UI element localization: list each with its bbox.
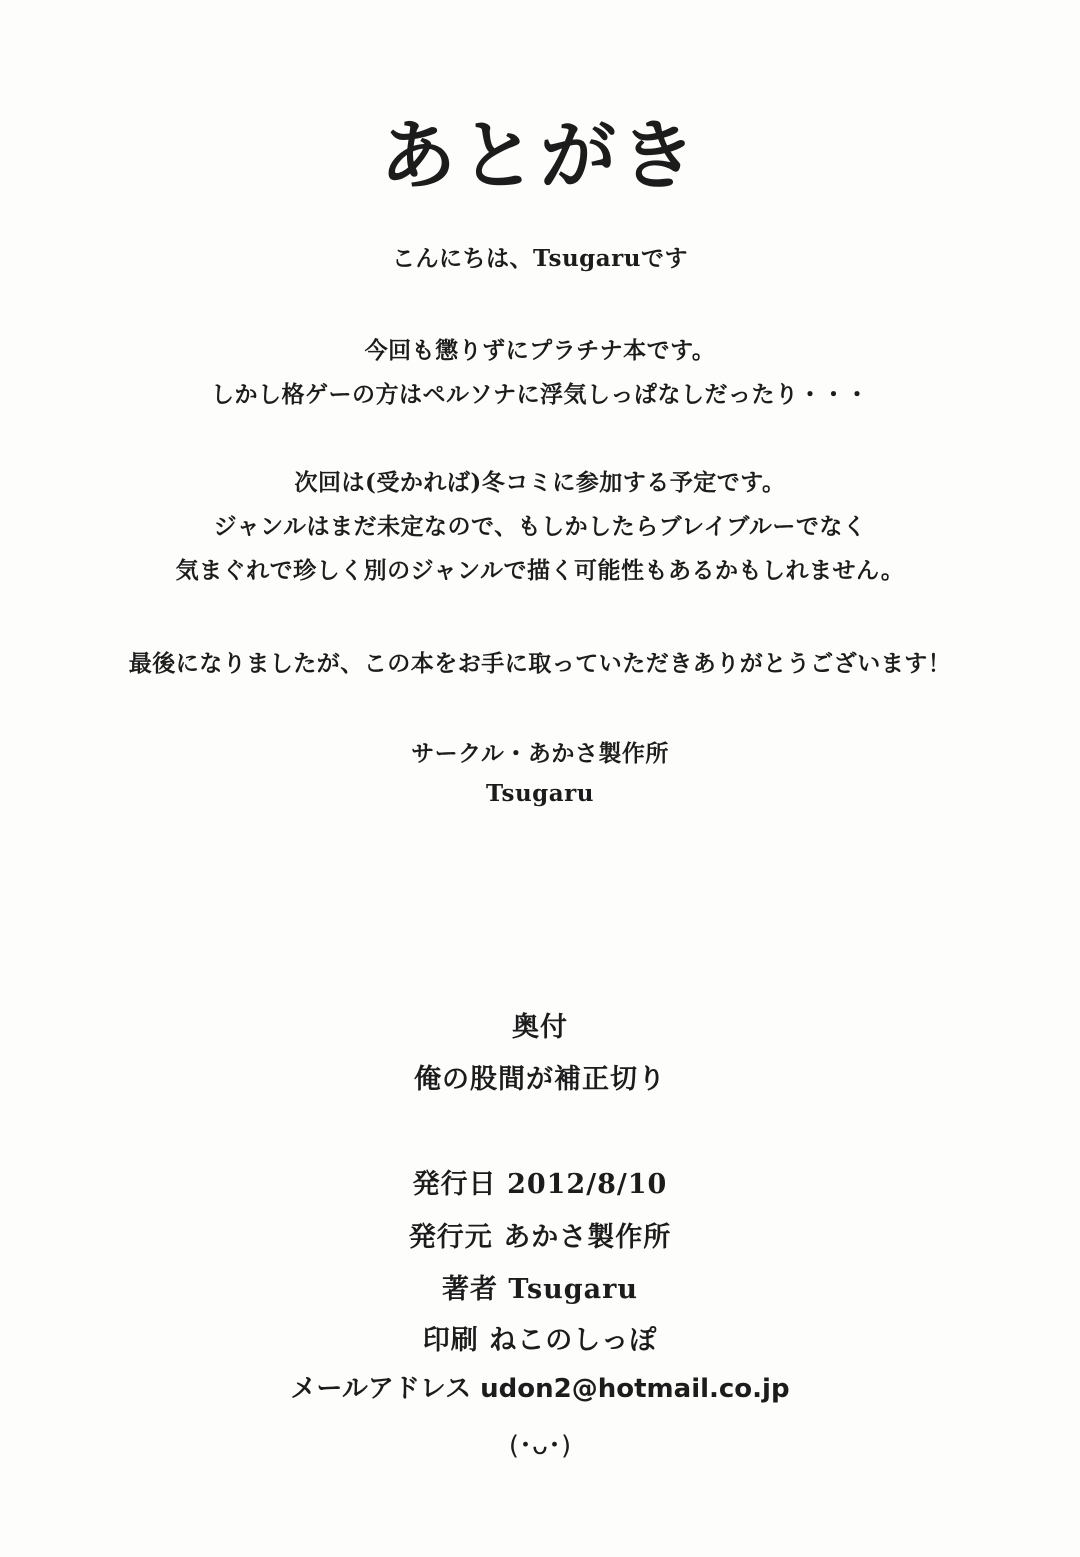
- colophon-heading: 奥付: [512, 1012, 568, 1043]
- emoticon: (･ᴗ･): [508, 1431, 572, 1461]
- thanks-line: 最後になりましたが、この本をお手に取っていただきありがとうございます！: [128, 650, 952, 677]
- publisher: 発行元 あかさ製作所: [408, 1222, 672, 1253]
- book-title: 俺の股間が補正切り: [414, 1064, 666, 1095]
- paragraph1-line1: 今回も懲りずにプラチナ本です。: [364, 337, 716, 364]
- circle-name: サークル・あかさ製作所: [411, 740, 669, 767]
- paragraph2-line2: ジャンルはまだ未定なので、もしかしたらブレイブルーでなく: [213, 513, 867, 540]
- author-credit: 著者 Tsugaru: [441, 1274, 639, 1305]
- greeting: こんにちは、Tsugaruです: [392, 245, 688, 272]
- printer-credit: 印刷 ねこのしっぽ: [422, 1325, 658, 1356]
- author-signature: Tsugaru: [486, 780, 594, 807]
- paragraph2-line3: 気まぐれで珍しく別のジャンルで描く可能性もあるかもしれません。: [175, 557, 905, 584]
- email-address: メールアドレス udon2@hotmail.co.jp: [290, 1374, 790, 1404]
- afterword-title: あとがき: [380, 111, 700, 200]
- paragraph2-line1: 次回は(受かれば)冬コミに参加する予定です。: [294, 469, 786, 496]
- paragraph1-line2: しかし格ゲーの方はペルソナに浮気しっぱなしだったり・・・: [211, 381, 869, 408]
- issue-date: 発行日 2012/8/10: [412, 1169, 668, 1200]
